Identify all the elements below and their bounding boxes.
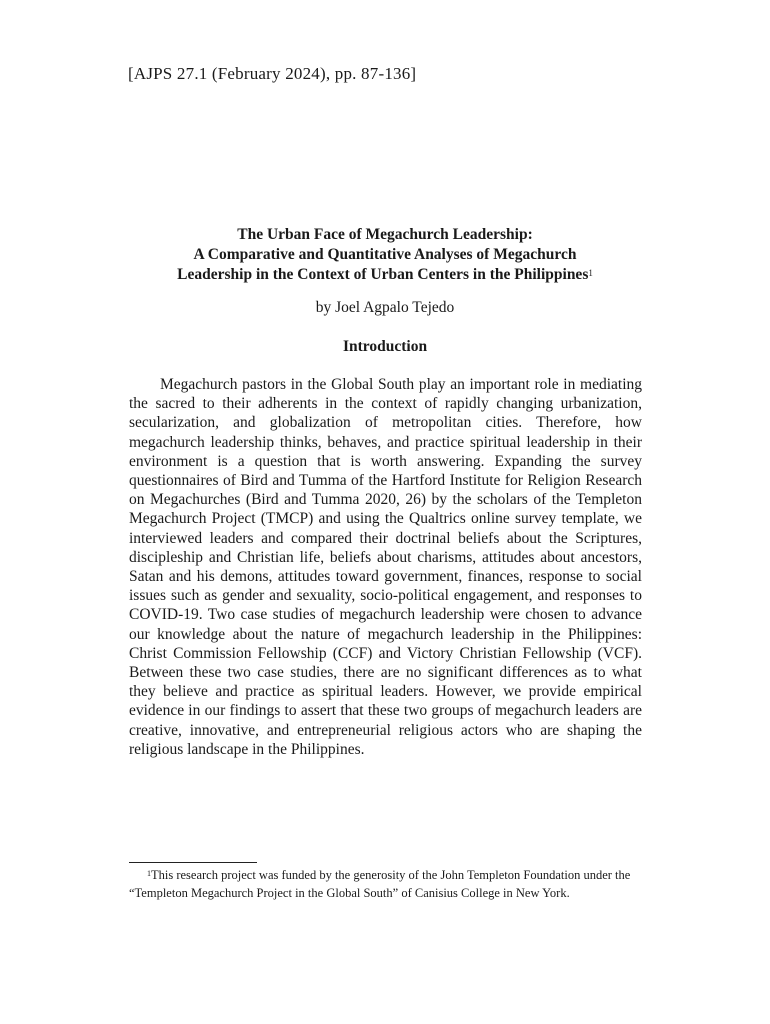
footnote-text: This research project was funded by the generosity of the John Templeton Foundation under the “Templeton Megachurch Project in the Global South” of Canisius College in New York. — [129, 868, 631, 900]
title-line-2: A Comparative and Quantitative Analyses of Megachurch — [193, 246, 577, 263]
section-heading: Introduction — [342, 338, 428, 355]
title-line-1: The Urban Face of Megachurch Leadership: — [237, 226, 533, 243]
introduction-paragraph: Megachurch pastors in the Global South play an important role in mediating the sacred to their adherents in the context of rapidly changing urbanization, secularization, and globalization of metropolitan cities. Therefore, how megachurch leadership thinks, behaves, and practice spiritual leadership in their environment is a question that is worth answering. Expanding the survey questionnaires of Bird and Tumma of the Hartford Institute for Religion Research on Megachurches (Bird and Tumma 2020, 26) by the scholars of the Templeton Megachurch Project (TMCP) and using the Qualtrics online survey template, we interviewed leaders and compared their doctrinal beliefs about the Scriptures, discipleship and Christian life, beliefs about charisms, attitudes about ancestors, Satan and his demons, attitudes toward government, finances, response to social issues such as gender and sexuality, socio-political engagement, and responses to COVID-19. Two case studies of megachurch leadership were chosen to advance our knowledge about the nature of megachurch leadership in the Philippines: Christ Commission Fellowship (CCF) and Victory Christian Fellowship (VCF). Between these two case studies, there are no significant differences as to what they believe and practice as spiritual leaders. However, we provide empirical evidence in our findings to assert that these two groups of megachurch leaders are creative, innovative, and entrepreneurial religious actors who are shaping the religious landscape in the Philippines. — [129, 376, 642, 758]
journal-citation: [AJPS 27.1 (February 2024), pp. 87-136] — [128, 64, 417, 83]
footnote-divider — [129, 862, 257, 863]
title-line-3 — [110, 265, 660, 285]
article-title — [110, 225, 660, 285]
footnote — [129, 866, 642, 902]
title-footnote-marker[interactable]: 1 — [588, 268, 593, 278]
author-byline: by Joel Agpalo Tejedo — [315, 299, 455, 316]
footnote-marker: 1 — [147, 869, 151, 878]
title-line-3-text: Leadership in the Context of Urban Centers in the Philippines — [177, 266, 589, 283]
